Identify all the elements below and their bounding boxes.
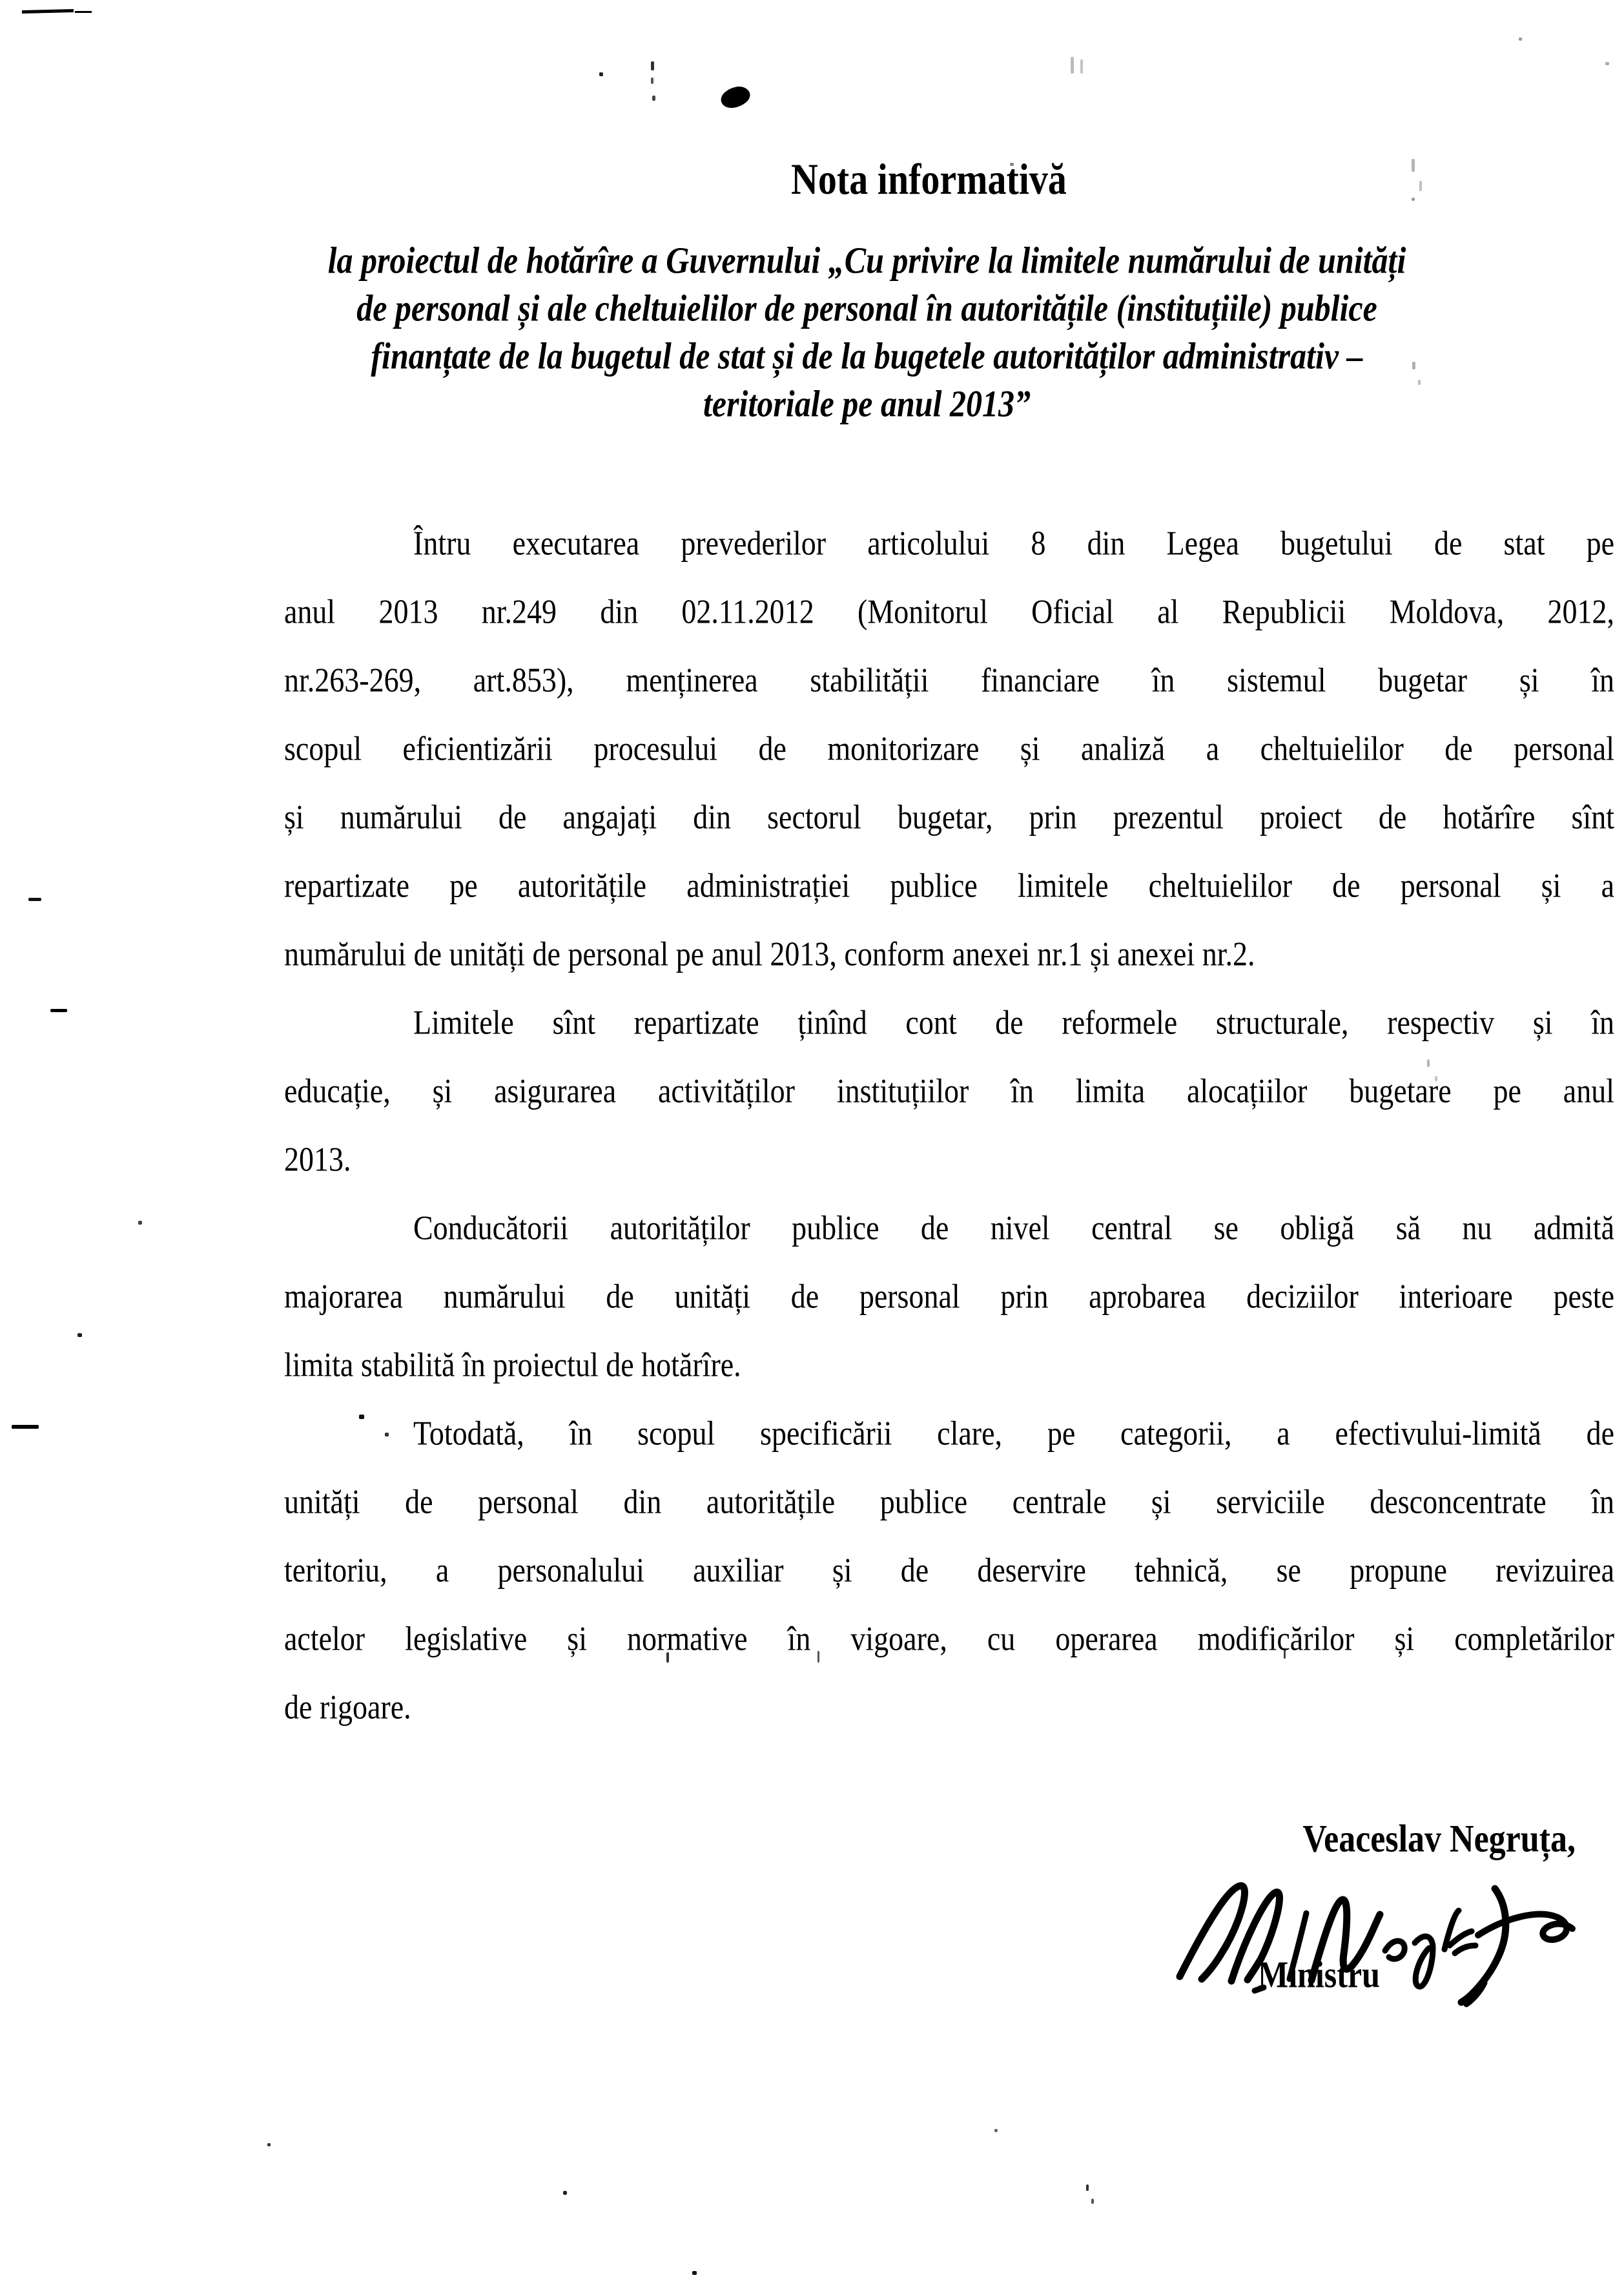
body-line: Totodată, în scopul specificării clare, pe categorii, a efectivului-limită de [413,1413,1614,1452]
scan-noise-speck [1091,2199,1094,2204]
document-title: Nota informativă [791,154,1067,204]
scan-noise-speck [651,61,654,70]
scan-noise-speck [1412,159,1415,172]
scan-noise-speck [1605,62,1609,65]
signatory-name: Veaceslav Negruța, [1302,1818,1576,1861]
body-line: scopul eficientizării procesului de monitorizare și analiză a cheltuielilor de personal [284,729,1614,767]
scan-noise-speck [77,1333,82,1337]
body-line: educație, și asigurarea activităților instituțiilor în limita alocațiilor bugetare pe anul [284,1071,1614,1110]
scan-noise-speck [138,1221,142,1225]
body-line: actelor legislative și normative în vigoare, cu operarea modificărilor și completărilor [284,1619,1614,1657]
scan-artifact-line [22,9,74,14]
scan-noise-speck [994,2129,998,2132]
body-line: 2013. [284,1139,351,1178]
body-line: și numărului de angajați din sectorul bugetar, prin prezentul proiect de hotărîre sînt [284,797,1614,836]
body-line: majorarea numărului de unități de personal prin aprobarea deciziilor interioare peste [284,1276,1614,1315]
scan-noise-speck [1412,198,1415,201]
signatory-role: Ministru [1258,1953,1380,1996]
body-line: de rigoare. [284,1687,411,1726]
scan-noise-speck [563,2191,567,2195]
scan-noise-speck [28,898,41,901]
scan-noise-speck [1071,57,1074,74]
handwritten-signature [1172,1873,1598,2022]
body-line: Întru executarea prevederilor articolului 8 din Legea bugetului de stat pe [413,523,1614,562]
body-line: unități de personal din autoritățile publice centrale și serviciile desconcentrate în [284,1482,1614,1520]
body-line: repartizate pe autoritățile administrației publice limitele cheltuielilor de personal și a [284,866,1614,904]
scan-noise-speck [651,78,653,84]
body-line: Limitele sînt repartizate ținînd cont de reformele structurale, respectiv și în [413,1002,1614,1041]
scan-noise-speck [267,2143,271,2146]
scan-noise-speck [599,72,603,76]
body-line: limita stabilită în proiectul de hotărîre. [284,1345,741,1384]
scan-noise-speck [1086,2184,1089,2191]
scan-noise-speck [1080,59,1083,74]
ink-blob [719,85,752,110]
scan-noise-speck [1419,181,1422,191]
scan-noise-speck [12,1425,39,1429]
body-line: Conducătorii autorităților publice de nivel central se obligă să nu admită [413,1208,1614,1247]
scan-artifact-line [75,11,92,13]
body-line: nr.263-269, art.853), menținerea stabilității financiare în sistemul bugetar și în [284,660,1614,699]
document-subtitle [252,236,1482,428]
subtitle-line: de personal și ale cheltuielilor de personal în autoritățile (instituțiile) publice [356,287,1377,329]
scan-noise-speck [1519,37,1522,41]
subtitle-line: la proiectul de hotărîre a Guvernului „Cu privire la limitele numărului de unități [327,239,1406,282]
subtitle-line: finanțate de la bugetul de stat și de la bugetele autorităților administrativ – [371,335,1363,377]
document-body [284,509,1614,1741]
body-line: numărului de unități de personal pe anul 2013, conform anexei nr.1 și anexei nr.2. [284,934,1255,973]
scan-noise-speck [652,96,655,101]
subtitle-line: teritoriale pe anul 2013” [703,382,1031,425]
body-line: anul 2013 nr.249 din 02.11.2012 (Monitorul Oficial al Republicii Moldova, 2012, [284,592,1614,630]
scan-noise-speck [50,1009,67,1012]
body-line: teritoriu, a personalului auxiliar și de deservire tehnică, se propune revizuirea [284,1550,1614,1589]
scan-noise-speck [692,2271,697,2275]
